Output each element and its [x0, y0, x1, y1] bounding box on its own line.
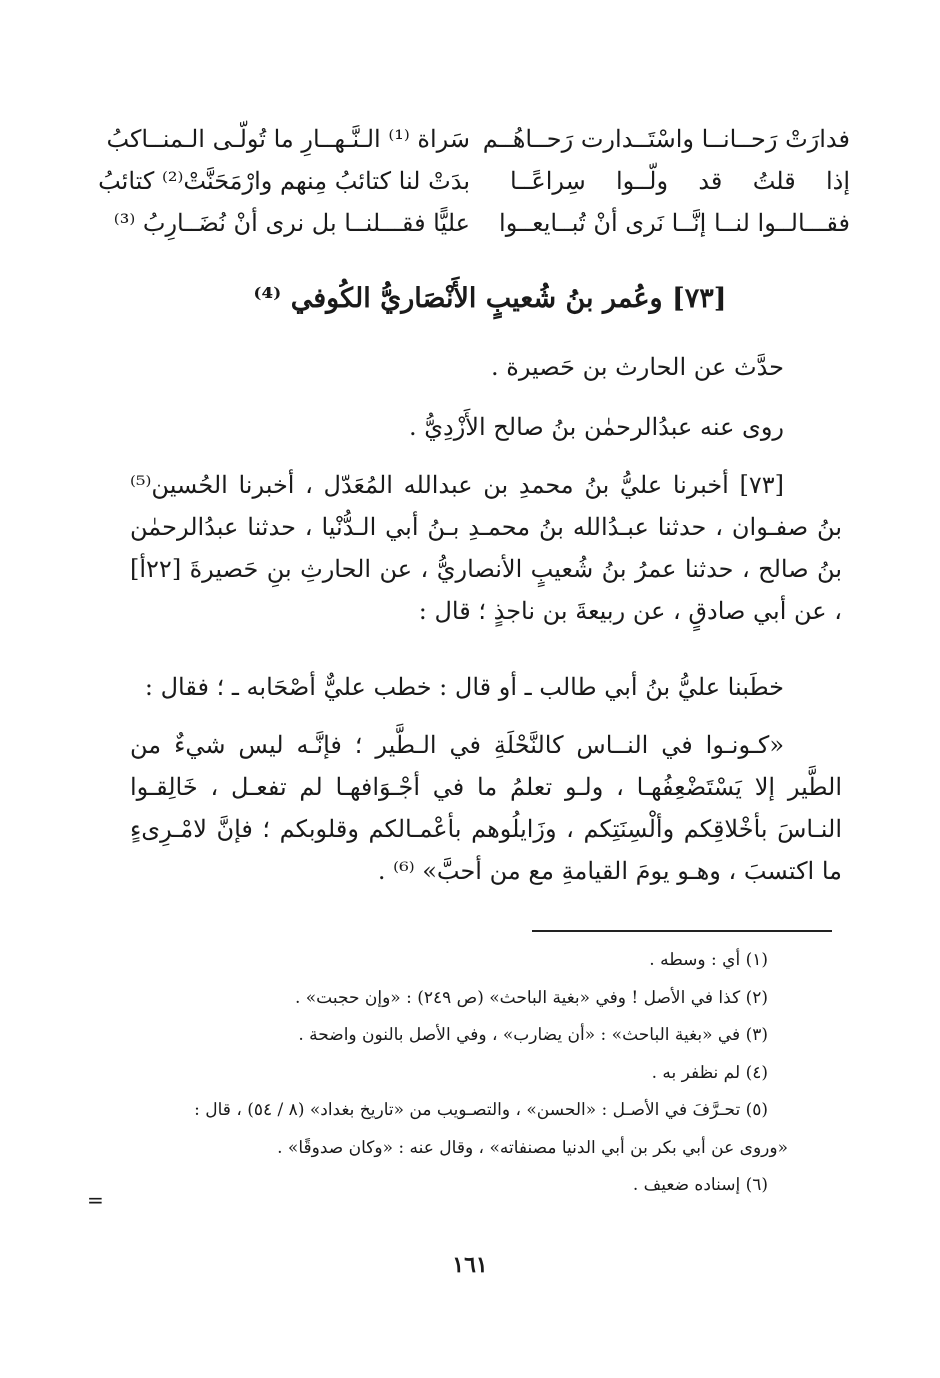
hemistich-second: بدَتْ لنا كتائبُ مِنهم وارْمَحَنَّتْ⁽²⁾ كتائبُ [98, 167, 470, 195]
footnote-4: (٤) لم نظفر به . [651, 1062, 768, 1083]
poem [98, 118, 850, 244]
page-number: ١٦١ [452, 1252, 488, 1278]
paragraph-isnad: [٧٣] أخبرنا عليُّ بنُ محمدِ بن عبدالله المُعَدّل ، أخبرنا الحُسين⁽⁵⁾ بنُ صفـوان ، حدثنا عبـدُالله بنُ محمـدِ بـنُ أبي الـدُّنْيا ، حدثنا عبدُالرحمٰن بنُ صالح ، حدثنا عمرُ بنُ شُعيبٍ الأنصاريُّ ، عن الحارثِ بنِ حَصيرةَ [٢٢أ] ، عن أبي صادقٍ ، عن ربيعةَ بن ناجذٍ ؛ قال : [130, 471, 842, 625]
poem-verse-1 [106, 118, 850, 160]
hemistich-second: سَراة ⁽¹⁾ الـنَّـهــارِ ما تُولّـى الـمنــاكبُ [106, 125, 470, 153]
footnote-5: (٥) تحـرَّفَ في الأصـل : «الحسن» ، والتصـويب من «تاريخ بغداد» (٨ / ٥٤) ، قال : [194, 1100, 768, 1120]
hemistich-first: إذا قلتُ قد ولّــوا سِراعًــا [510, 167, 850, 195]
hemistich-first: فقـــالــوا لنــا إنَّــا نَرى أنْ تُبــايعــوا [499, 209, 850, 237]
poem-verse-2 [98, 160, 850, 202]
paragraph-sermon-intro: خطَبنا عليُّ بنُ أبي طالب ـ أو قال : خطب عليٌّ أصْحَابه ـ ؛ فقال : [144, 673, 784, 701]
hemistich-second: عليًّا فقـــلنــا بل نرى أنْ نُضَــارِبُ ⁽³⁾ [113, 209, 470, 237]
paragraph-quote: «كـونـوا في النــاس كالنَّحْلَةِ في الـطَّير ؛ فإنَّـه ليس شيءٌ من الطَّير إلا يَسْتَضْعِفُهـا ، ولـو تعلمُ ما في أجْـوَافهـا لم تفعـل ، خَالِقـوا النـاسَ بأخْلاقِكم وألْسِنَتِكم ، وزَايلُوهم بأعْمـالكم وقلوبكم ؛ فإنَّ لامْـرِىءٍ ما اكتسبَ ، وهـو يومَ القيامةِ مع من أحبَّ» ⁽⁶⁾ . [130, 731, 842, 885]
footnote-3: (٣) في «بغية الباحث» : «أن يضارب» ، وفي الأصل بالنون واضحة . [298, 1025, 768, 1045]
footnote-6: (٦) إسناده ضعيف . [632, 1175, 768, 1195]
poem-verse-3 [113, 202, 850, 244]
paragraph-narrated-by: روى عنه عبدُالرحمٰن بنُ صالح الأَزْدِيُّ . [408, 413, 784, 441]
footnotes [128, 942, 828, 1205]
entry-heading: [٧٣] وعُمر بنُ شُعيبٍ الأَنْصَاريُّ الكُوفي ⁽⁴⁾ [253, 283, 727, 314]
footnote-1: (١) أي : وسطه . [649, 950, 768, 970]
footnote-5-continued: «وروى عن أبي بكر بن أبي الدنيا مصنفاته» ، وقال عنه : «وكان صدوقًا» . [277, 1137, 788, 1158]
footnote-2: (٢) كذا في الأصل ! وفي «بغية الباحث» (ص ٢٤٩) : «وإن حجبت» . [294, 987, 768, 1008]
continuation-mark: = [87, 1188, 104, 1212]
hemistich-first: فدارَتْ رَحــانــا واسْتَــدارت رَحــاهُــم [482, 125, 850, 153]
footnote-divider [532, 930, 832, 932]
paragraph-narrated-from: حدَّث عن الحارث بن حَصيرة . [490, 353, 784, 381]
